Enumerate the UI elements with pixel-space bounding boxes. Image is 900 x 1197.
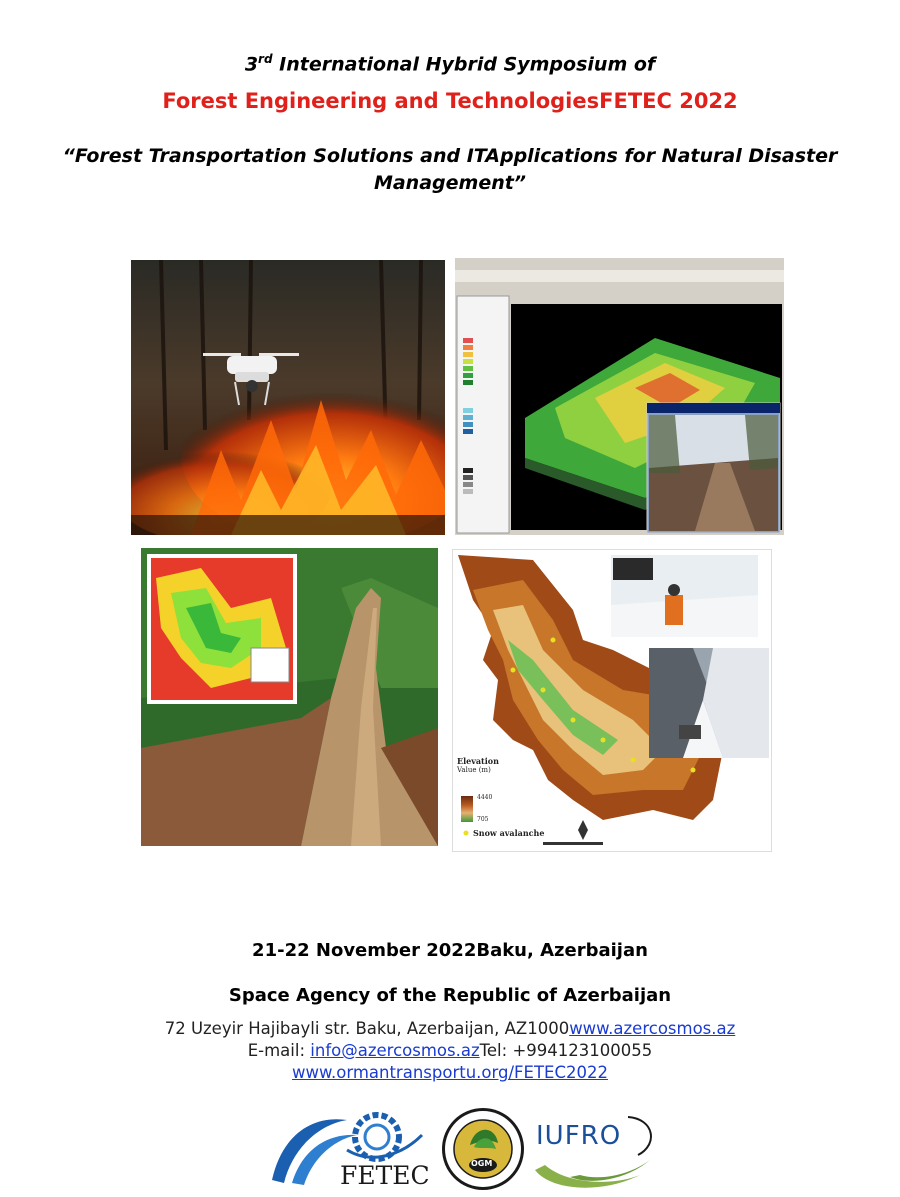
phone-text: Tel: +994123100055 xyxy=(479,1041,653,1060)
iufro-logo xyxy=(530,1105,662,1193)
conference-name: Forest Engineering and TechnologiesFETEC 2022 xyxy=(162,89,738,113)
email-link[interactable]: info@azercosmos.az xyxy=(310,1041,480,1060)
ogm-seal-icon xyxy=(440,1105,526,1193)
gis-terrain-image xyxy=(455,258,784,535)
drone-fire-photo xyxy=(131,260,445,535)
map-legend-value: Value (m) xyxy=(457,766,491,774)
email-label: E-mail: xyxy=(247,1041,311,1060)
ogm-logo xyxy=(440,1105,526,1193)
ordinal-number: 3 xyxy=(244,53,259,76)
symposium-website-link[interactable]: www.ormantransportu.org/FETEC2022 xyxy=(292,1063,608,1082)
drone-fire-image xyxy=(131,260,445,535)
logo-strip xyxy=(262,1105,662,1193)
map-legend-avalanche: Snow avalanche xyxy=(473,828,545,838)
forest-road-photo xyxy=(141,548,438,846)
contact-block xyxy=(0,1018,900,1084)
elevation-map-figure xyxy=(452,549,772,852)
symposium-title: International Hybrid Symposium of xyxy=(272,53,656,76)
map-legend-low: 705 xyxy=(477,816,489,823)
host-organization: Space Agency of the Republic of Azerbaijan xyxy=(228,985,672,1006)
azercosmos-website-link[interactable]: www.azercosmos.az xyxy=(569,1019,736,1038)
address-line xyxy=(0,1018,900,1040)
forest-road-image xyxy=(141,548,438,846)
iufro-logo-text: IUFRO xyxy=(536,1121,622,1151)
symposium-title-line xyxy=(0,52,900,75)
conference-theme: “Forest Transportation Solutions and ITApplications for Natural Disaster Management” xyxy=(62,145,838,194)
fetec-logo-text: FETEC xyxy=(340,1161,430,1190)
map-legend-title: Elevation xyxy=(457,756,499,766)
north-arrow-icon xyxy=(578,820,588,840)
map-legend-high: 4440 xyxy=(477,794,493,801)
ogm-logo-text: OGM xyxy=(471,1159,493,1168)
email-line xyxy=(0,1040,900,1062)
symposium-url-line xyxy=(0,1062,900,1084)
ordinal-suffix: rd xyxy=(258,52,273,66)
fetec-logo xyxy=(262,1105,438,1193)
event-date-location: 21-22 November 2022Baku, Azerbaijan xyxy=(252,940,648,961)
elevation-map-image xyxy=(453,550,771,851)
address-text: 72 Uzeyir Hajibayli str. Baku, Azerbaijan, AZ1000 xyxy=(164,1019,570,1038)
gis-software-screenshot xyxy=(455,258,784,535)
